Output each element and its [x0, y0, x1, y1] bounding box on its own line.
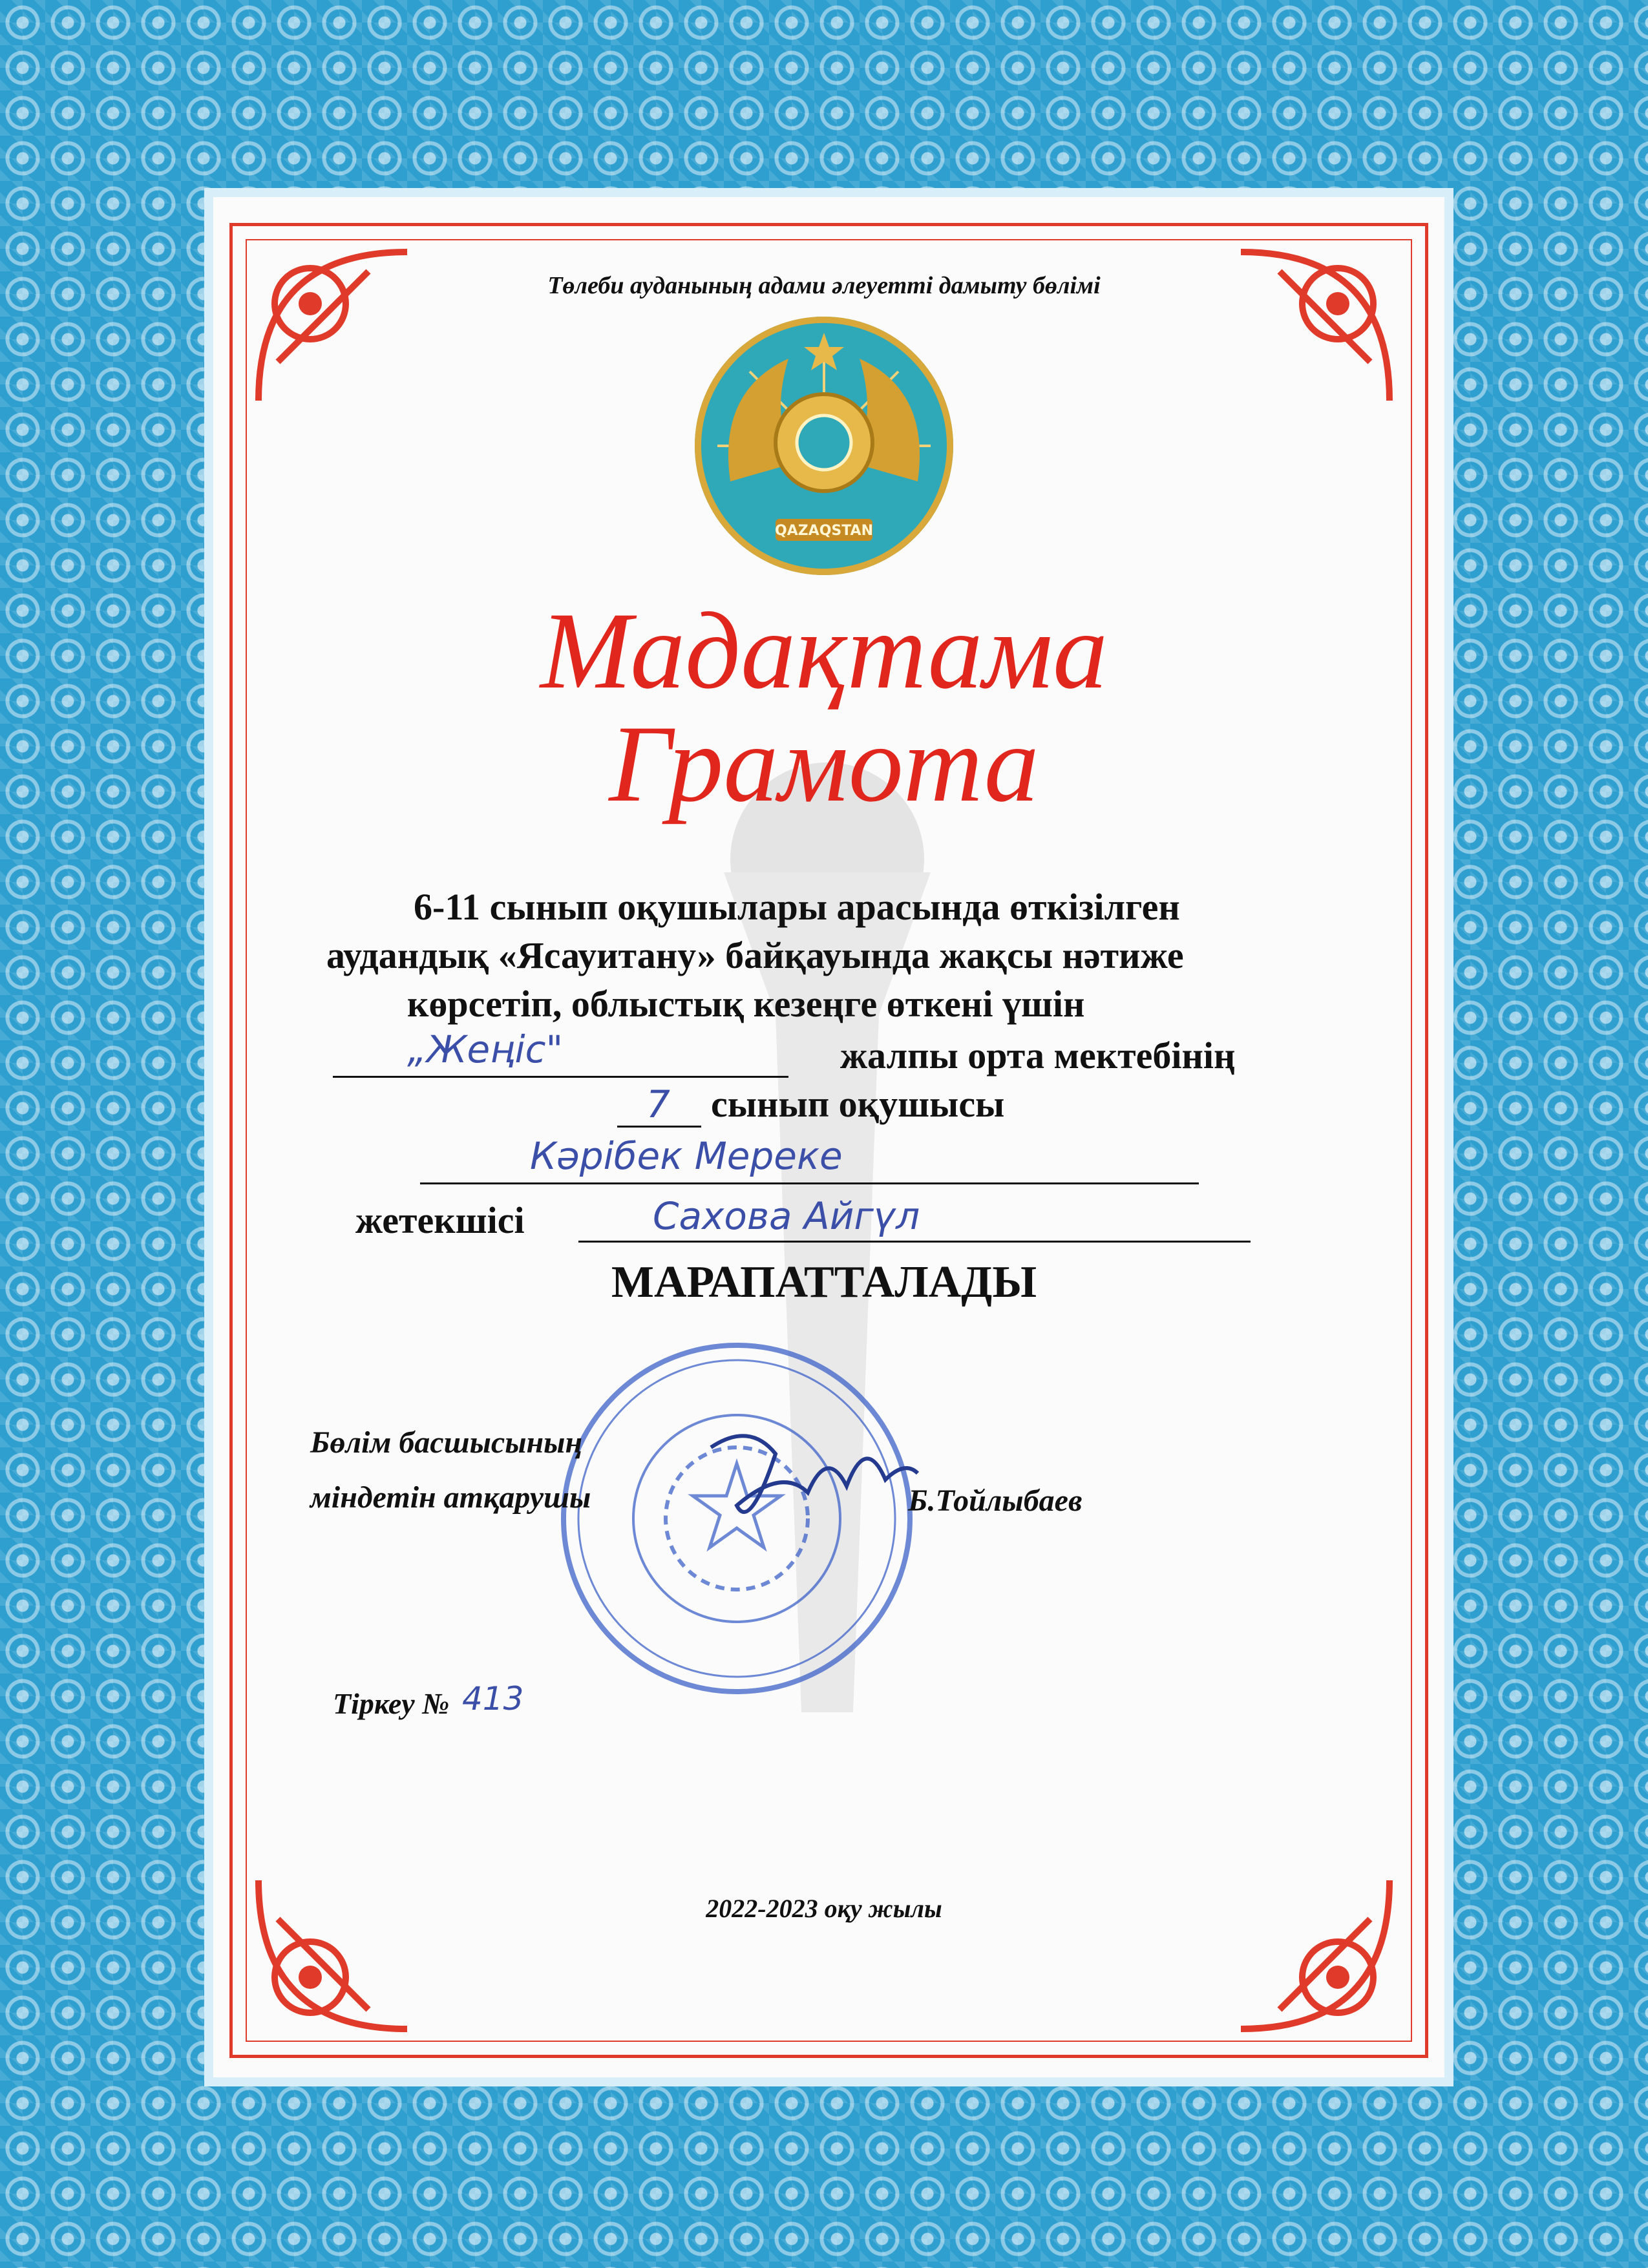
emblem-caption: QAZAQSTAN: [775, 523, 873, 539]
handwritten-reg-number: 413: [462, 1680, 524, 1717]
school-suffix: жалпы орта мектебінің: [840, 1034, 1236, 1076]
signature-scribble: [698, 1409, 931, 1551]
awarded-text: МАРАПАТТАЛАДЫ: [611, 1257, 1037, 1307]
academic-year: 2022-2023 оқу жылы: [706, 1894, 942, 1923]
body-line-3: көрсетіп, облыстық кезеңге өткені үшін: [407, 983, 1085, 1025]
handwritten-class: 7: [646, 1082, 670, 1126]
position-line-2: міндетін атқарушы: [310, 1480, 591, 1515]
school-underline: [333, 1076, 788, 1078]
handwritten-student: Кәрібек Мереке: [530, 1134, 843, 1178]
registration-label: Тіркеу №: [333, 1687, 450, 1720]
handwritten-supervisor: Сахова Айгүл: [653, 1194, 920, 1238]
department-name: Төлеби ауданының адами әлеуетті дамыту бөлімі: [547, 272, 1101, 299]
supervisor-underline: [578, 1241, 1251, 1243]
corner-ornament-top-left: [239, 233, 433, 426]
position-line-1: Бөлім басшысының: [310, 1425, 583, 1460]
corner-ornament-bottom-left: [239, 1854, 433, 2048]
class-suffix: сынып оқушысы: [711, 1083, 1005, 1125]
body-line-2: аудандық «Ясауитану» байқауында жақсы нәтиже: [326, 934, 1184, 976]
corner-ornament-top-right: [1215, 233, 1409, 426]
signatory-name: Б.Тойлыбаев: [908, 1484, 1083, 1518]
title-madaktama: Мадақтама: [540, 590, 1108, 711]
handwritten-school: „Жеңіс": [407, 1027, 564, 1071]
student-underline: [420, 1182, 1199, 1184]
corner-ornament-bottom-right: [1215, 1854, 1409, 2048]
national-emblem: [692, 313, 956, 578]
body-line-1: 6-11 сынып оқушылары арасында өткізілген: [414, 886, 1180, 928]
supervisor-label: жетекшісі: [355, 1199, 525, 1241]
title-gramota: Грамота: [609, 703, 1039, 824]
